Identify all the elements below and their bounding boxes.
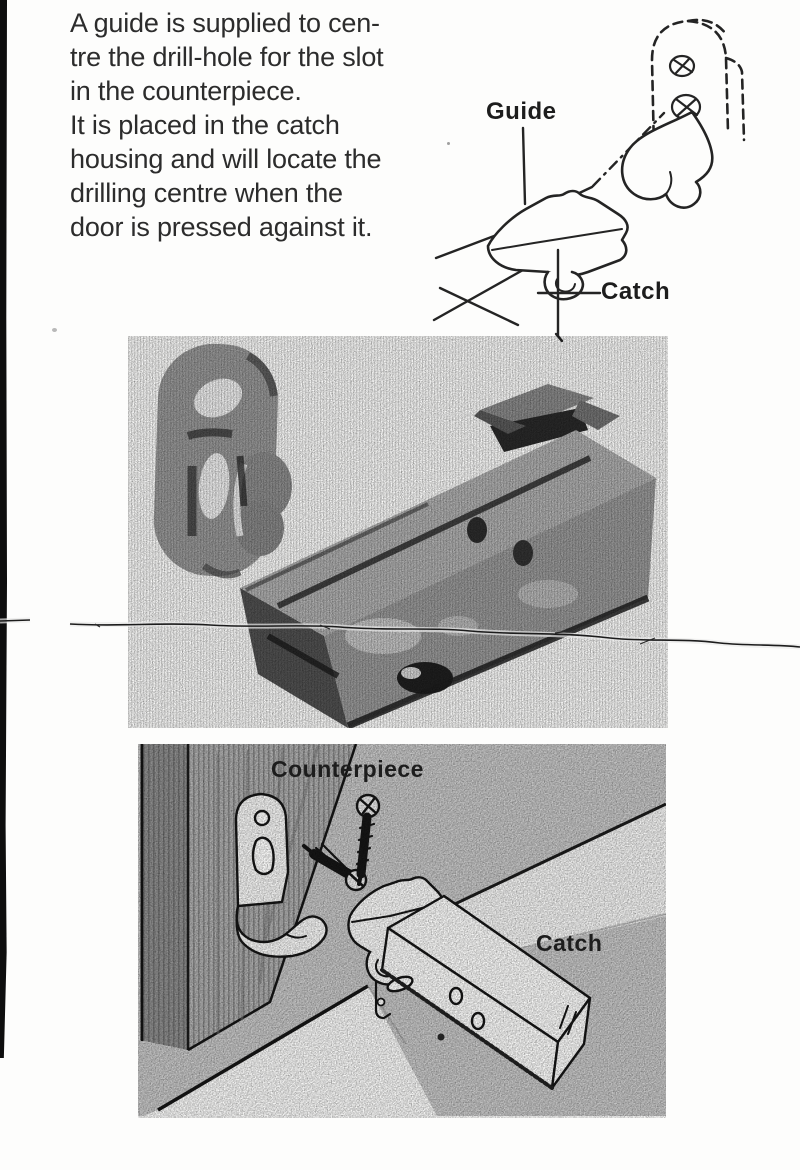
instruction-line: tre the drill-hole for the slot [70,42,384,72]
instruction-line: in the counterpiece. [70,76,302,106]
counterpiece-label: Counterpiece [271,756,424,782]
paper-crease [0,600,800,670]
instruction-line: It is placed in the catch [70,110,340,140]
guide-label: Guide [486,98,557,125]
instruction-line: housing and will locate the [70,144,382,174]
instruction-line: door is pressed against it. [70,212,373,242]
guide-leader-line [523,128,525,204]
instruction-line: drilling centre when the [70,178,343,208]
hook-outline [622,112,712,208]
catch-label-bottom: Catch [536,930,603,956]
scan-edge-artifact [0,0,7,1058]
scan-speck [447,142,450,145]
catch-label-top: Catch [601,278,671,305]
scan-speck [52,328,57,332]
instruction-line: A guide is supplied to cen- [70,8,380,38]
instruction-paragraph [70,6,490,244]
counterpiece-screws [670,56,700,119]
